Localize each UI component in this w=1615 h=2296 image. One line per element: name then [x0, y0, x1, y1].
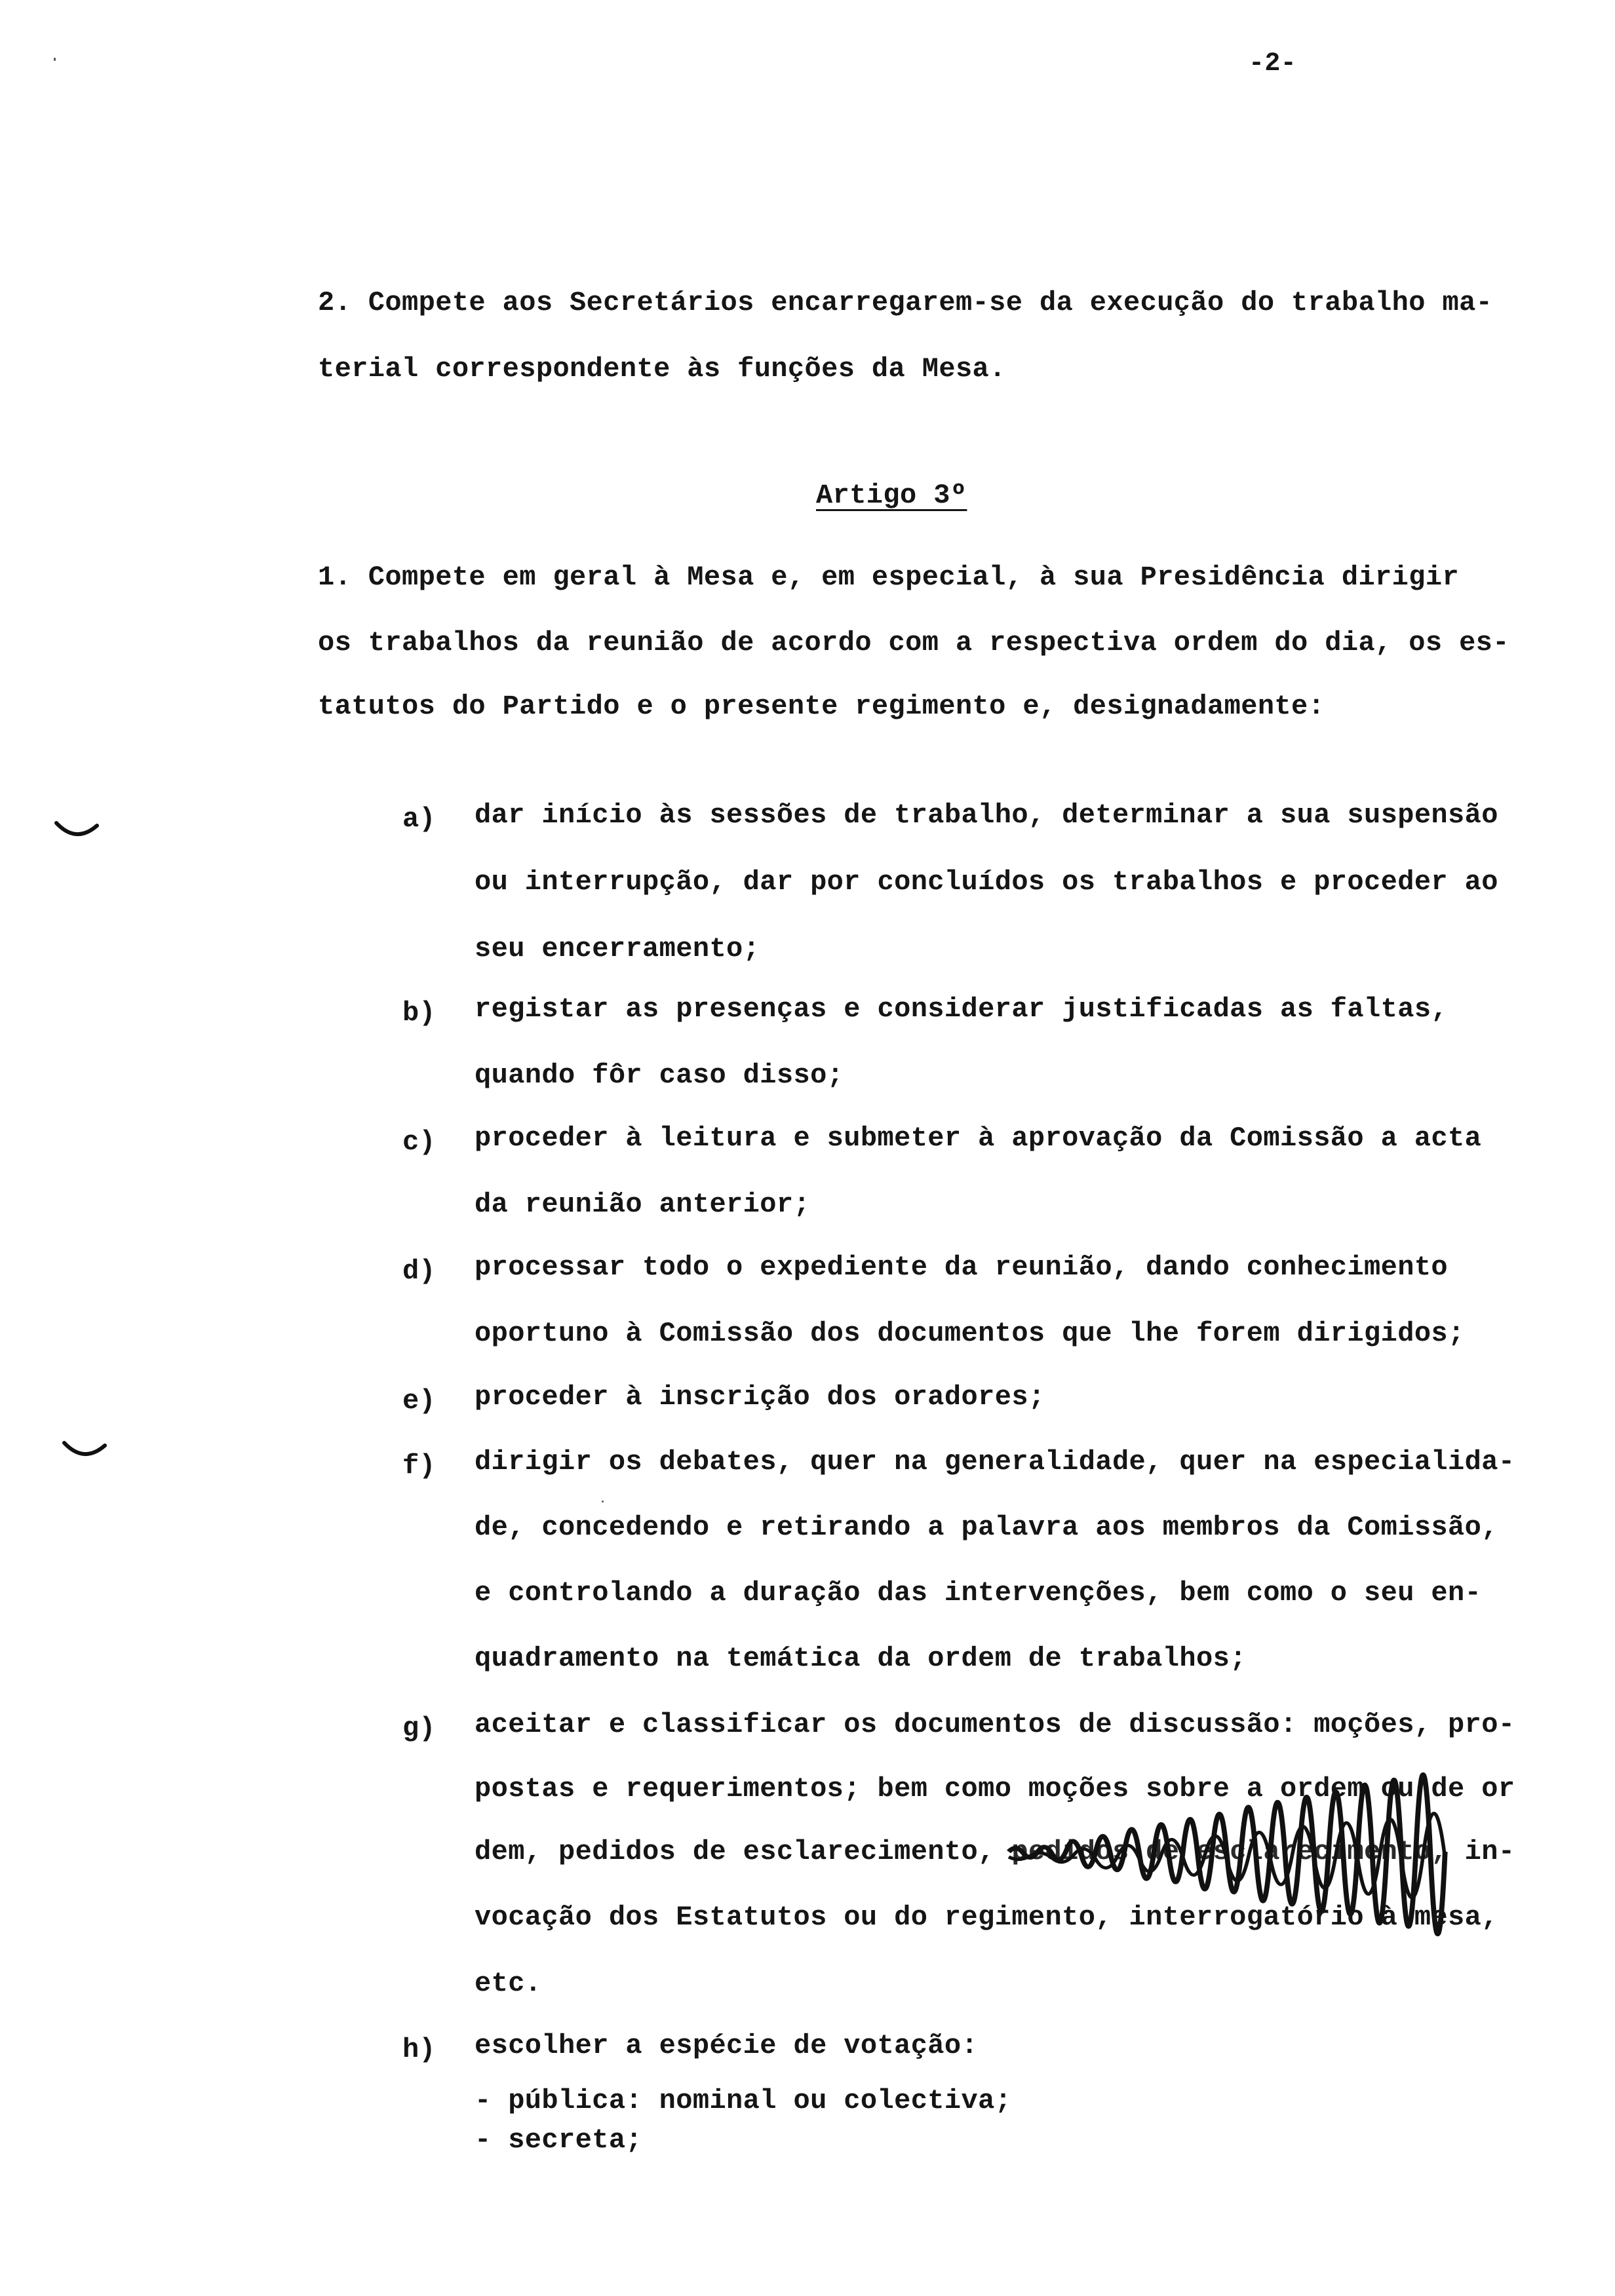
binding-hole-mark	[54, 819, 101, 841]
item-a-label: a)	[402, 803, 436, 835]
item-h-option-public: - pública: nominal ou colectiva;	[475, 2085, 1012, 2116]
item-e-label: e)	[402, 1385, 436, 1417]
page-number: -2-	[1249, 49, 1297, 79]
paragraph-1-line-1: 1. Compete em geral à Mesa e, em especial, à sua Presidência dirigir	[318, 562, 1460, 593]
item-h-line-1: escolher a espécie de votação:	[475, 2030, 979, 2061]
item-f-label: f)	[402, 1450, 436, 1482]
item-f-line-2: de, concedendo e retirando a palavra aos membros da Comissão,	[475, 1512, 1498, 1543]
item-g-line-2: postas e requerimentos; bem como moções sobre a ordem ou de or	[475, 1773, 1515, 1805]
item-g-line-5: etc.	[475, 1968, 542, 1999]
item-g-line-1: aceitar e classificar os documentos de discussão: moções, pro-	[475, 1709, 1515, 1740]
item-h-option-secret: - secreta;	[475, 2124, 643, 2156]
item-g-label: g)	[402, 1713, 436, 1744]
binding-hole-mark	[62, 1439, 109, 1461]
scan-speck	[602, 1501, 604, 1502]
item-g-line-3-start: dem, pedidos de esclarecimento,	[475, 1836, 1012, 1867]
paragraph-1-line-3: tatutos do Partido e o presente regimento e, designadamente:	[318, 691, 1325, 722]
item-a-line-2: ou interrupção, dar por concluídos os trabalhos e proceder ao	[475, 866, 1498, 898]
struck-out-words: pedidos de esclarecimento,	[1011, 1836, 1449, 1867]
item-f-line-4: quadramento na temática da ordem de trabalhos;	[475, 1643, 1247, 1674]
scan-speck	[54, 58, 56, 61]
item-d-label: d)	[402, 1255, 436, 1287]
item-b-line-2: quando fôr caso disso;	[475, 1060, 844, 1091]
item-b-line-1: registar as presenças e considerar justificadas as faltas,	[475, 993, 1449, 1025]
paragraph-1-line-2: os trabalhos da reunião de acordo com a respectiva ordem do dia, os es-	[318, 627, 1509, 659]
item-g-line-4: vocação dos Estatutos ou do regimento, interrogatório à mesa,	[475, 1902, 1498, 1933]
strikethrough-scribble	[1009, 1840, 1445, 1866]
article-title: Artigo 3º	[816, 480, 967, 511]
item-h-label: h)	[402, 2034, 436, 2065]
section-2-line-1: 2. Compete aos Secretários encarregarem-se da execução do trabalho ma-	[318, 287, 1493, 318]
section-2-line-2: terial correspondente às funções da Mesa.	[318, 353, 1006, 385]
item-c-line-2: da reunião anterior;	[475, 1189, 811, 1220]
item-a-line-3: seu encerramento;	[475, 933, 760, 965]
item-d-line-1: processar todo o expediente da reunião, dando conhecimento	[475, 1252, 1449, 1283]
item-c-label: c)	[402, 1126, 436, 1158]
item-e-line-1: proceder à inscrição dos oradores;	[475, 1381, 1045, 1413]
item-a-line-1: dar início às sessões de trabalho, determinar a sua suspensão	[475, 799, 1498, 831]
item-b-label: b)	[402, 997, 436, 1029]
item-g-line-3-end: in-	[1448, 1836, 1515, 1867]
item-f-line-1: dirigir os debates, quer na generalidade, quer na especialida-	[475, 1446, 1515, 1478]
struck-out-text	[1011, 1833, 1448, 1870]
item-g-line-3	[475, 1833, 1515, 1870]
item-d-line-2: oportuno à Comissão dos documentos que lhe forem dirigidos;	[475, 1318, 1465, 1349]
item-f-line-3: e controlando a duração das intervenções, bem como o seu en-	[475, 1577, 1482, 1609]
item-c-line-1: proceder à leitura e submeter à aprovação da Comissão a acta	[475, 1122, 1482, 1154]
